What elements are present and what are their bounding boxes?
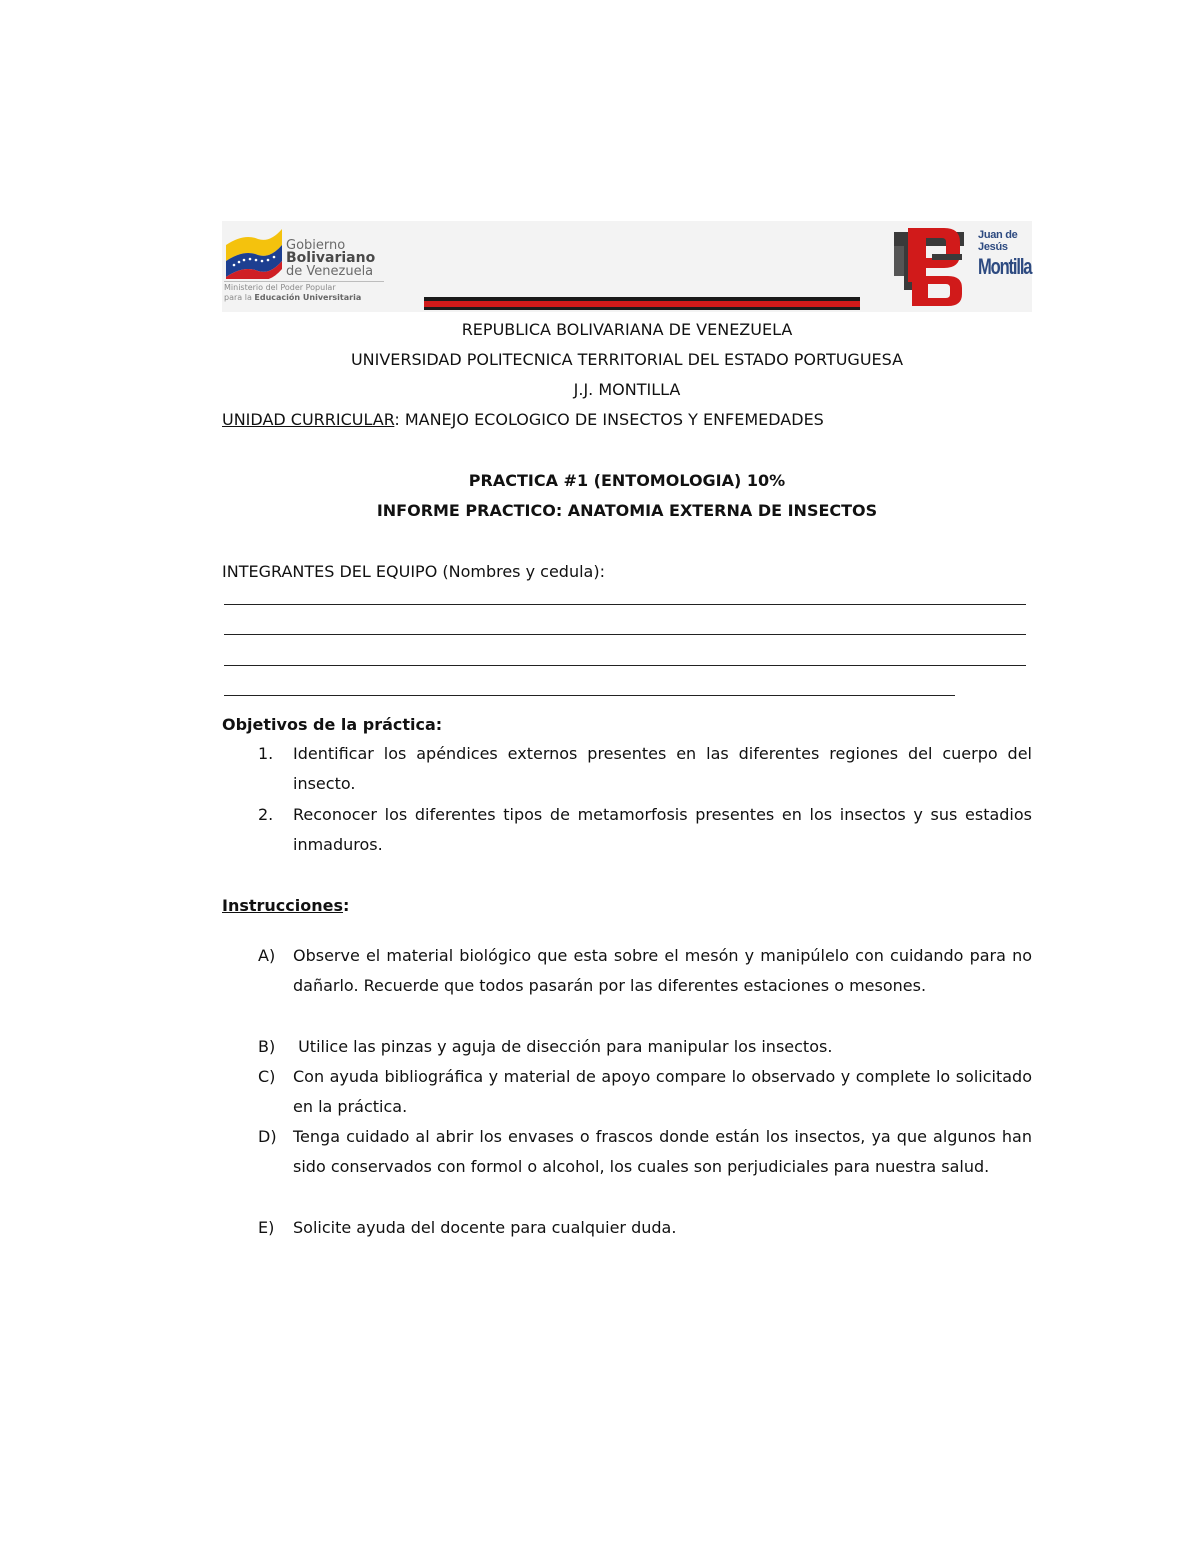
practice-subtitle: INFORME PRACTICO: ANATOMIA EXTERNA DE INSECTOS [376,501,878,520]
instruction-item-text: Utilice las pinzas y aguja de disección para manipular los insectos. [293,1037,833,1056]
instruction-item [258,1122,1032,1183]
team-member-blank-line[interactable] [224,634,1026,635]
objective-item-text: Identificar los apéndices externos presentes en las diferentes regiones del cuerpo del insecto. [293,744,1032,794]
gov-logo-sub2 [224,293,361,303]
objective-item-marker: 2. [258,805,274,824]
objective-item-text: Reconocer los diferentes tipos de metamorfosis presentes en los insectos y sus estadios inmaduros. [293,805,1032,855]
gov-logo-sub1: Ministerio del Poder Popular [224,283,336,292]
instruction-item [258,1213,1032,1243]
university-logo-name-top: Juan de Jesús [978,229,1018,253]
instruction-item [258,1062,1032,1123]
gov-logo-sub2-bold: Educación Universitaria [254,293,362,302]
team-member-blank-line[interactable] [224,665,1026,666]
instructions-heading-label: Instrucciones [222,896,344,915]
team-member-blank-line[interactable] [224,604,1026,605]
team-member-blank-line[interactable] [224,695,955,696]
university-logo-name [978,229,1032,285]
instruction-item-marker: A) [258,946,276,965]
venezuela-flag-logo-icon [224,223,284,279]
curricular-unit-value: MANEJO ECOLOGICO DE INSECTOS Y ENFEMEDADES [399,410,824,429]
instruction-item [258,941,1032,1002]
institution-line-1: REPUBLICA BOLIVARIANA DE VENEZUELA [461,320,793,339]
instruction-item [258,1032,1032,1062]
gov-logo-line1: Gobierno [286,238,346,253]
instruction-item-marker: B) [258,1037,276,1056]
university-logo-icon [892,224,974,310]
institution-line-3: J.J. MONTILLA [573,380,681,399]
instruction-item-marker: E) [258,1218,275,1237]
university-logo-name-bottom: Montilla [978,254,1032,279]
instructions-heading-suffix: : [343,896,350,915]
practice-title: PRACTICA #1 (ENTOMOLOGIA) 10% [468,471,786,490]
header-banner [222,221,1032,312]
gov-logo-text [286,239,375,278]
curricular-unit-separator: : [394,410,400,429]
instruction-item-marker: D) [258,1127,277,1146]
team-members-label: INTEGRANTES DEL EQUIPO (Nombres y cedula): [222,562,605,581]
gov-logo-line3: de Venezuela [286,264,374,279]
gov-logo-sub2-prefix: para la [224,293,255,302]
instructions-heading [222,896,349,916]
curricular-unit [222,410,824,430]
gov-logo-subtitle [224,283,361,303]
curricular-unit-label: UNIDAD CURRICULAR [222,410,395,429]
instruction-item-text: Con ayuda bibliográfica y material de apoyo compare lo observado y complete lo solicitado en la práctica. [293,1067,1032,1117]
objective-item [258,739,1032,800]
instruction-item-text: Observe el material biológico que esta sobre el mesón y manipúlelo con cuidando para no dañarlo. Recuerde que todos pasarán por las diferentes estaciones o mesones. [293,946,1032,996]
institution-line-2: UNIVERSIDAD POLITECNICA TERRITORIAL DEL ESTADO PORTUGUESA [350,350,904,369]
objective-item-marker: 1. [258,744,274,763]
header-stripe-black-bottom [424,307,860,310]
objective-item [258,800,1032,861]
gov-logo-line2: Bolivariano [286,250,376,266]
objectives-heading: Objetivos de la práctica: [222,715,443,734]
instruction-item-text: Solicite ayuda del docente para cualquier duda. [293,1218,677,1237]
instruction-item-marker: C) [258,1067,276,1086]
gov-logo-divider [224,281,384,282]
instruction-item-text: Tenga cuidado al abrir los envases o frascos donde están los insectos, ya que algunos han sido conservados con formol o alcohol, los cuales son perjudiciales para nuestra salud. [293,1127,1032,1177]
